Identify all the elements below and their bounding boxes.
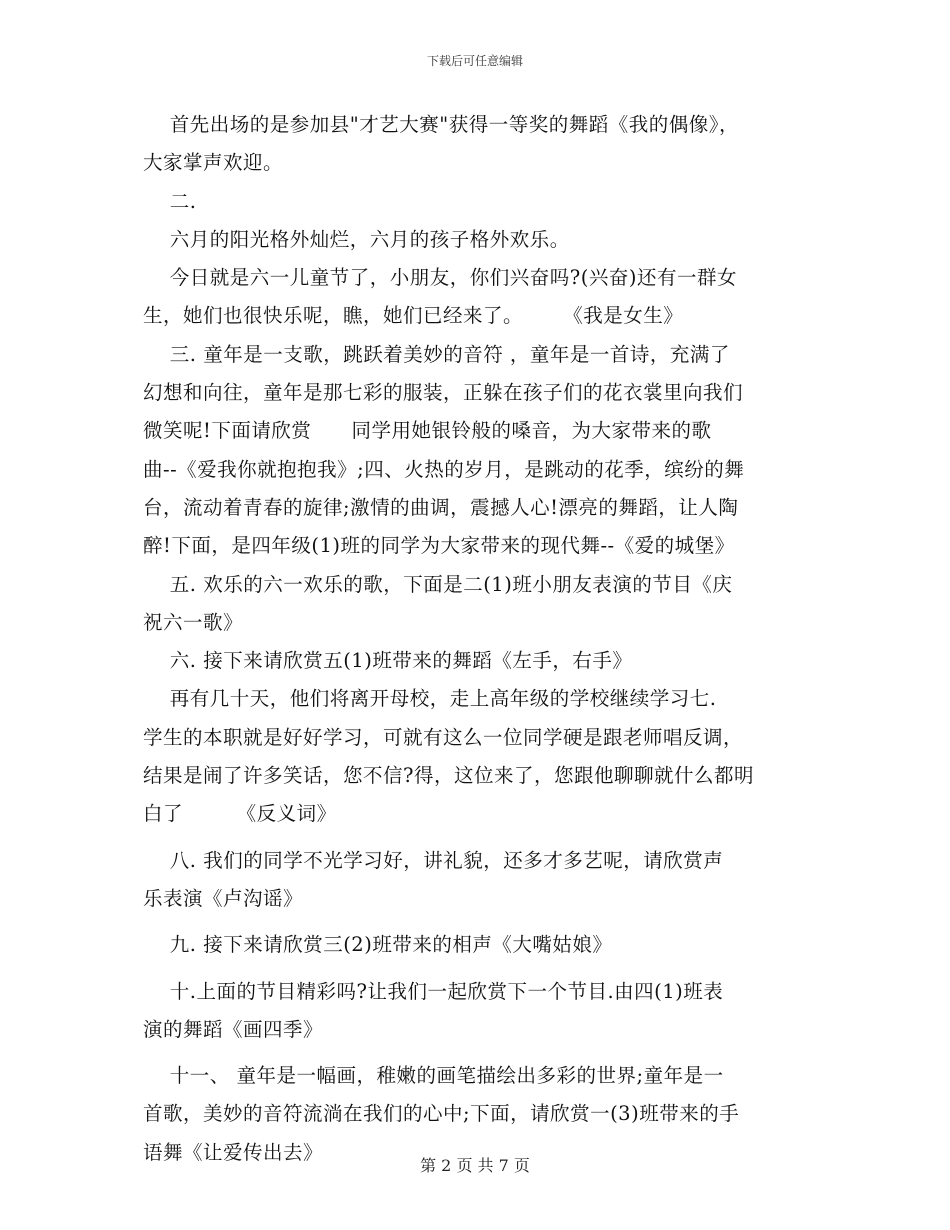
text-line: 结果是闹了许多笑话，您不信?得，这位来了，您跟他聊聊就什么都明 [143,764,754,788]
text-line: 生，她们也很快乐呢，瞧，她们已经来了。 《我是女生》 [143,304,684,328]
text-line: 祝六一歌》 [143,610,244,634]
text-line: 首歌，美妙的音符流淌在我们的心中;下面，请欣赏一(3)班带来的手 [143,1102,740,1126]
page-footer: 第 2 页 共 7 页 [420,1156,530,1175]
text-line: 幻想和向往，童年是那七彩的服装，正躲在孩子们的花衣裳里向我们 [143,381,744,405]
document-body [143,106,813,1172]
text-line: 台，流动着青春的旋律;激情的曲调，震撼人心!漂亮的舞蹈，让人陶 [143,495,739,519]
text-line: 首先出场的是参加县"才艺大赛"获得一等奖的舞蹈《我的偶像》， [143,113,739,136]
paragraph-gap [143,965,813,973]
text-line: 白了 《反义词》 [143,802,337,826]
text-line: 十.上面的节目精彩吗?让我们一起欣赏下一个节目.由四(1)班表 [143,979,724,1003]
text-line: 六月的阳光格外灿烂，六月的孩子格外欢乐。 [143,227,570,251]
text-line: 六. 接下来请欣赏五(1)班带来的舞蹈《左手，右手》 [143,649,633,673]
text-line: 曲--《爱我你就抱抱我》;四、火热的岁月，是跳动的花季，缤纷的舞 [143,457,745,481]
text-line: 再有几十天，他们将离开母校，走上高年级的学校继续学习七. [143,687,717,711]
text-line: 八. 我们的同学不光学习好，讲礼貌，还多才多艺呢，请欣赏声 [143,848,724,872]
text-line: 五. 欢乐的六一欢乐的歌，下面是二(1)班小朋友表演的节目《庆 [143,572,733,596]
text-line: 今日就是六一儿童节了，小朋友，你们兴奋吗?(兴奋)还有一群女 [143,266,737,290]
paragraph-gap [143,1049,813,1057]
paragraph-gap [143,918,813,926]
paragraph-gap [143,834,813,842]
text-line: 演的舞蹈《画四季》 [143,1017,324,1041]
text-line: 学生的本职就是好好学习，可就有这么一位同学硬是跟老师唱反调， [143,725,744,749]
text-line: 大家掌声欢迎。 [143,151,284,175]
text-line: 十一、 童年是一幅画，稚嫩的画笔描绘出多彩的世界;童年是一 [143,1064,724,1088]
text-line: 乐表演《卢沟谣》 [143,886,304,910]
text-line: 醉!下面，是四年级(1)班的同学为大家带来的现代舞--《爱的城堡》 [143,534,735,558]
text-line: 语舞《让爱传出去》 [143,1140,324,1164]
page-header: 下载后可任意编辑 [426,54,523,68]
text-line: 三. 童年是一支歌，跳跃着美妙的音符 ，童年是一首诗，充满了 [143,342,730,366]
text-line: 九. 接下来请欣赏三(2)班带来的相声《大嘴姑娘》 [143,933,613,957]
text-line: 微笑呢!下面请欣赏 同学用她银铃般的嗓音，为大家带来的歌 [143,419,712,443]
text-line: 二. [143,189,197,213]
